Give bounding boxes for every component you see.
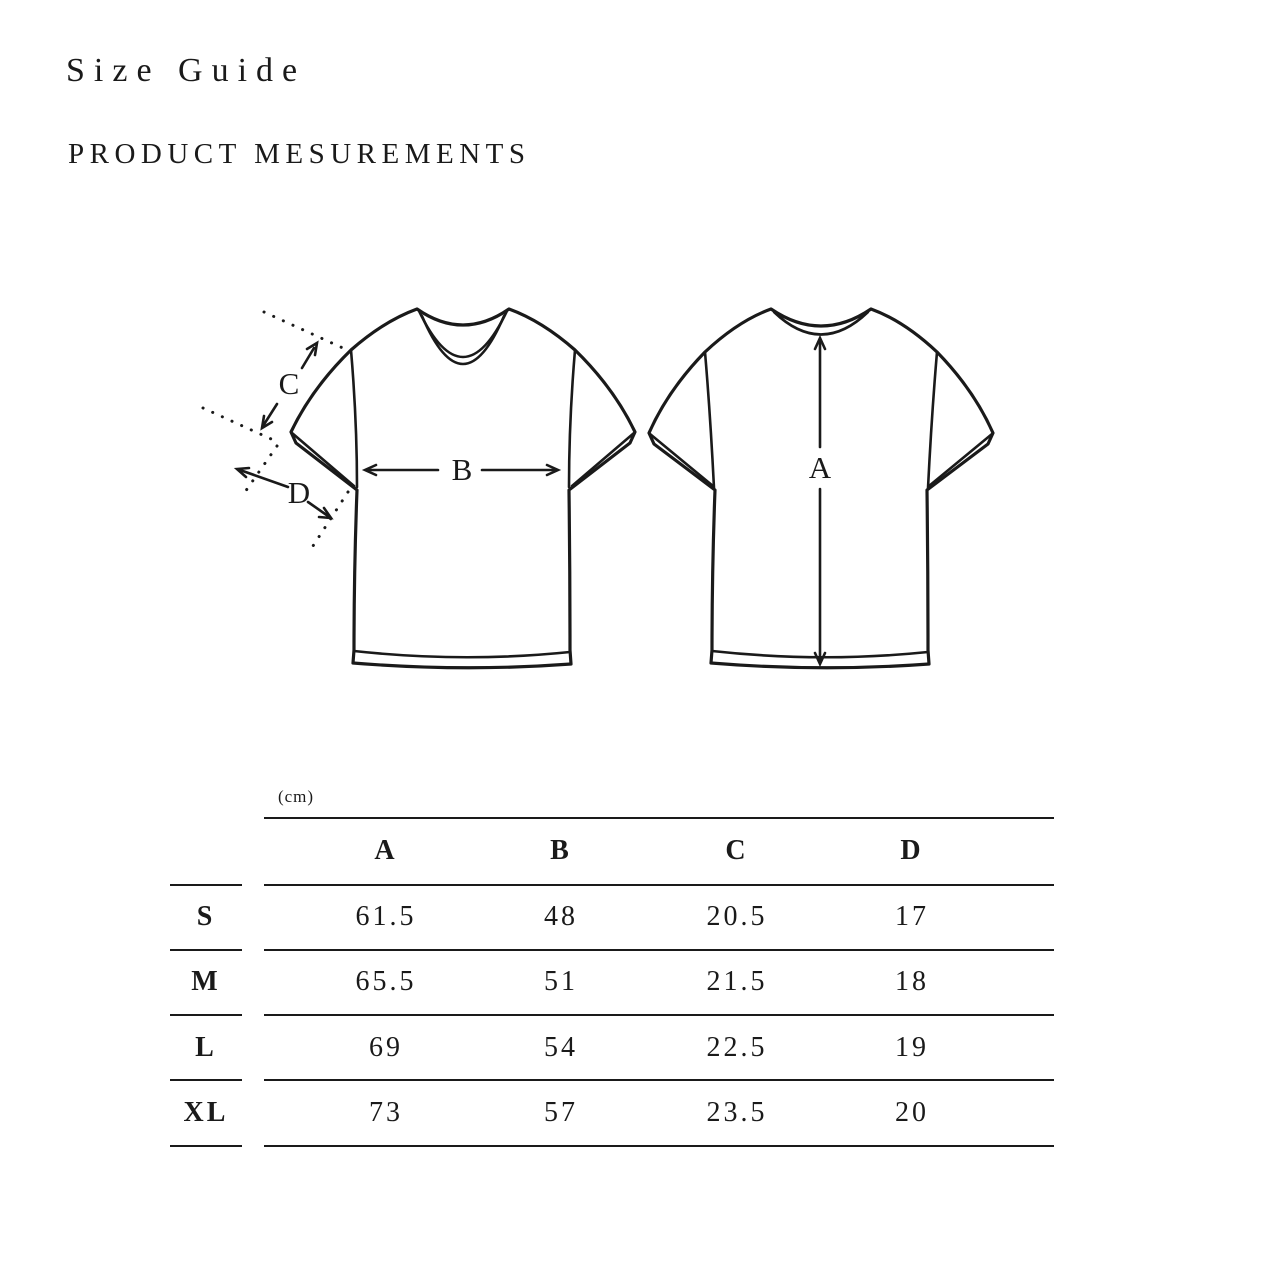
measurement-arrow-d <box>237 468 331 518</box>
cell-xl-c: 23.5 <box>706 1097 768 1128</box>
measurement-label-b: B <box>451 452 473 487</box>
measurement-label-c: C <box>278 366 300 401</box>
table-rule <box>264 1079 1054 1081</box>
size-label-m: M <box>191 966 221 997</box>
size-label-s: S <box>196 901 216 932</box>
cell-l-b: 54 <box>544 1032 578 1063</box>
size-label-xl: XL <box>183 1097 229 1128</box>
column-header-a: A <box>374 835 398 866</box>
column-header-b: B <box>550 835 572 866</box>
unit-label: (cm) <box>277 787 315 806</box>
size-column-rule <box>170 1014 242 1016</box>
column-header-c: C <box>725 835 749 866</box>
measurement-label-a: A <box>808 450 832 485</box>
cell-m-d: 18 <box>895 966 929 997</box>
cell-m-a: 65.5 <box>355 966 417 997</box>
cell-m-b: 51 <box>544 966 578 997</box>
table-rule <box>264 1145 1054 1147</box>
table-rule <box>264 817 1054 819</box>
cell-s-d: 17 <box>895 901 929 932</box>
table-rule <box>264 949 1054 951</box>
table-rule <box>264 884 1054 886</box>
front-shirt-diagram <box>291 309 635 668</box>
cell-xl-a: 73 <box>369 1097 403 1128</box>
section-title: PRODUCT MESUREMENTS <box>68 138 531 170</box>
cell-l-d: 19 <box>895 1032 929 1063</box>
guide-dotted-line-sleeve-opening-bottom <box>311 492 348 549</box>
size-column-rule <box>170 884 242 886</box>
size-column-rule <box>170 1079 242 1081</box>
cell-xl-d: 20 <box>895 1097 929 1128</box>
page-title: Size Guide <box>66 52 307 89</box>
cell-m-c: 21.5 <box>706 966 768 997</box>
measurement-label-d: D <box>287 475 311 510</box>
cell-xl-b: 57 <box>544 1097 578 1128</box>
guide-dotted-line-shoulder <box>264 312 345 349</box>
cell-s-c: 20.5 <box>706 901 768 932</box>
cell-l-c: 22.5 <box>706 1032 768 1063</box>
size-label-l: L <box>195 1032 217 1063</box>
size-column-rule <box>170 949 242 951</box>
cell-s-b: 48 <box>544 901 578 932</box>
size-column-rule <box>170 1145 242 1147</box>
cell-s-a: 61.5 <box>355 901 417 932</box>
cell-l-a: 69 <box>369 1032 403 1063</box>
column-header-d: D <box>900 835 924 866</box>
table-rule <box>264 1014 1054 1016</box>
